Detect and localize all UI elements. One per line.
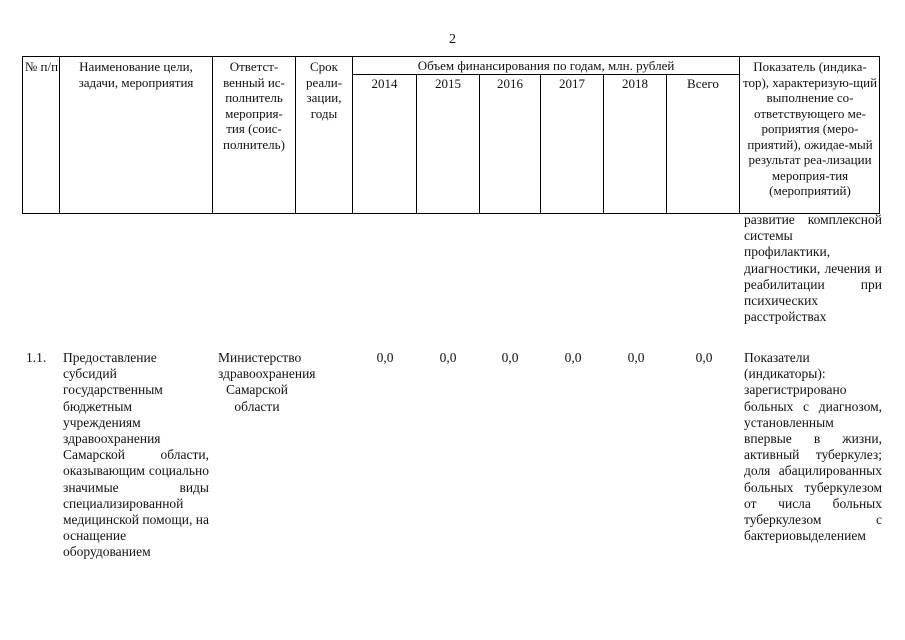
header-funding: Объем финансирования по годам, млн. рублей xyxy=(417,58,675,73)
header-num: № п/п xyxy=(24,59,59,74)
value-2016: 0,0 xyxy=(501,350,519,365)
column-divider xyxy=(59,57,60,213)
header-total: Всего xyxy=(687,76,719,91)
column-divider xyxy=(739,57,740,213)
header-year: 2014 xyxy=(371,76,398,91)
column-divider xyxy=(603,74,604,213)
value-2015: 0,0 xyxy=(439,350,457,365)
header-responsible: Ответст-венный ис-полнитель мероприя-тия (соис-полнитель) xyxy=(223,59,285,152)
table-header xyxy=(22,56,880,214)
header-year: 2016 xyxy=(497,76,523,91)
value-2018: 0,0 xyxy=(627,350,645,365)
header-term: Срок реали-зации, годы xyxy=(305,59,343,121)
column-divider xyxy=(479,74,480,213)
measure-name: Предоставление субсидий государственным бюджетным учреждениям здравоохранения Самарской области, оказывающим социально значимые виды специализированной медицинской помощи, на оснащение оборудованием xyxy=(63,350,209,560)
header-year: 2018 xyxy=(622,76,648,91)
value-2017: 0,0 xyxy=(564,350,582,365)
header-year: 2015 xyxy=(435,76,461,91)
column-divider xyxy=(666,74,667,213)
header-year: 2017 xyxy=(559,76,585,91)
page-number: 2 xyxy=(449,32,456,47)
header-name: Наименование цели, задачи, мероприятия xyxy=(78,59,194,90)
value-total: 0,0 xyxy=(695,350,713,365)
column-divider xyxy=(416,74,417,213)
header-indicator: Показатель (индика-тор), характеризую-щий выполнение со-ответствующего ме-роприятия (меро-приятий), ожидае-мый результат реа-лизации мероприя-тия (мероприятий) xyxy=(742,59,878,198)
indicator-text: Показатели (индикаторы): зарегистрировано больных с диагнозом, установленным впервые в жизни, активный туберкулез; доля абацилированных больных туберкулезом от числа больных туберкулезом с бактериовыделением xyxy=(744,350,882,544)
column-divider xyxy=(295,57,296,213)
responsible-executor: Министерство здравоохранения Самарской области xyxy=(218,350,316,414)
column-divider xyxy=(212,57,213,213)
value-2014: 0,0 xyxy=(376,350,394,365)
continuation-text: развитие комплексной системы профилактики, диагностики, лечения и реабилитации при психических расстройствах xyxy=(744,212,882,325)
row-number: 1.1. xyxy=(26,350,47,365)
column-divider xyxy=(540,74,541,213)
row-divider xyxy=(352,74,739,75)
